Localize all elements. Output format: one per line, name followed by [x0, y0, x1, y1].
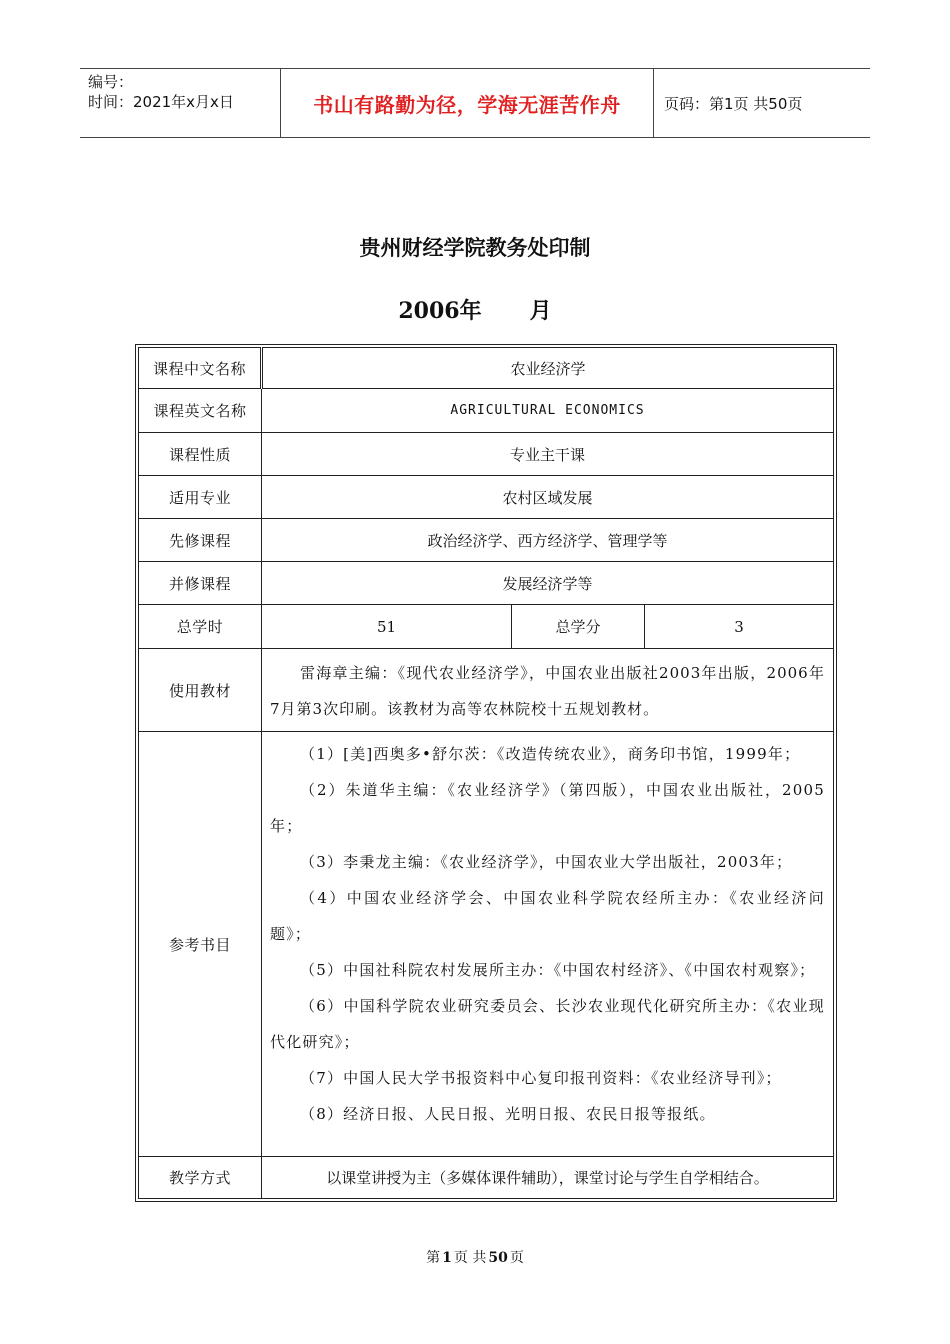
- table-row: [139, 389, 834, 433]
- footer-page-total: 50: [488, 1250, 508, 1266]
- reference-item: （4）中国农业经济学会、中国农业科学院农经所主办：《农业经济问题》；: [270, 889, 825, 943]
- table-row: [139, 649, 834, 732]
- table-row: [139, 348, 834, 389]
- method-label: 教学方式: [139, 1157, 262, 1199]
- table-row: [139, 519, 834, 562]
- reference-item: （8）经济日报、人民日报、光明日报、农民日报等报纸。: [300, 1105, 716, 1123]
- method-text: 以课堂讲授为主（多媒体课件辅助），课堂讨论与学生自学相结合。: [262, 1157, 834, 1199]
- publisher-title: 贵州财经学院教务处印制: [359, 236, 591, 260]
- time-label: 时间：2021年x月x日: [88, 93, 234, 111]
- row-label: 课程中文名称: [139, 348, 262, 389]
- header-page-info: 页码：第1页 共50页: [664, 94, 803, 113]
- date-year: 2006年: [398, 298, 482, 324]
- table-row: [139, 1157, 834, 1199]
- footer-page-num: 1: [442, 1250, 452, 1266]
- document-header: [80, 68, 870, 138]
- table-row: [139, 562, 834, 605]
- date-month: 月: [529, 298, 552, 324]
- row-label: 适用专业: [139, 476, 262, 519]
- table-row: [139, 605, 834, 649]
- date-title: [0, 294, 950, 325]
- reference-item: （1）[美]西奥多•舒尔茨：《改造传统农业》，商务印书馆，1999年；: [300, 745, 801, 763]
- serial-label: 编号：: [88, 73, 134, 91]
- reference-item: （5）中国社科院农村发展所主办：《中国农村经济》、《中国农村观察》；: [300, 961, 816, 979]
- textbook-label: 使用教材: [139, 649, 262, 732]
- row-label: 课程性质: [139, 433, 262, 476]
- course-cn-name: 农业经济学: [262, 348, 834, 389]
- textbook-text: 雷海章主编：《现代农业经济学》，中国农业出版社2003年出版，2006年7月第3次印刷。该教材为高等农林院校十五规划教材。: [270, 664, 825, 718]
- references-label: 参考书目: [139, 732, 262, 1157]
- textbook-cell: [262, 649, 834, 732]
- reference-item: （6）中国科学院农业研究委员会、长沙农业现代化研究所主办：《农业现代化研究》；: [270, 997, 825, 1051]
- hours-label: 总学时: [139, 605, 262, 649]
- course-major: 农村区域发展: [262, 476, 834, 519]
- header-meta: [80, 69, 281, 137]
- course-prerequisites: 政治经济学、西方经济学、管理学等: [262, 519, 834, 562]
- course-info-table: [135, 344, 837, 1202]
- row-label: 并修课程: [139, 562, 262, 605]
- header-motto: 书山有路勤为径，学海无涯苦作舟: [281, 69, 654, 137]
- course-en-name: AGRICULTURAL ECONOMICS: [262, 389, 834, 433]
- course-nature: 专业主干课: [262, 433, 834, 476]
- table-row: [139, 476, 834, 519]
- table-row: [139, 433, 834, 476]
- row-label: 课程英文名称: [139, 389, 262, 433]
- page-footer: [0, 1247, 950, 1267]
- footer-suffix: 页: [509, 1250, 524, 1266]
- reference-item: （2）朱道华主编：《农业经济学》（第四版），中国农业出版社，2005年；: [270, 781, 825, 835]
- hours-value: 51: [262, 605, 512, 649]
- credits-label: 总学分: [512, 605, 645, 649]
- table-row: [139, 732, 834, 1157]
- references-list: [262, 732, 834, 1157]
- reference-item: （3）李秉龙主编：《农业经济学》，中国农业大学出版社，2003年；: [300, 853, 793, 871]
- credits-value: 3: [645, 605, 834, 649]
- row-label: 先修课程: [139, 519, 262, 562]
- course-corequisites: 发展经济学等: [262, 562, 834, 605]
- footer-mid: 页 共: [453, 1250, 487, 1266]
- footer-prefix: 第: [426, 1250, 441, 1266]
- reference-item: （7）中国人民大学书报资料中心复印报刊资料：《农业经济导刊》；: [300, 1069, 782, 1087]
